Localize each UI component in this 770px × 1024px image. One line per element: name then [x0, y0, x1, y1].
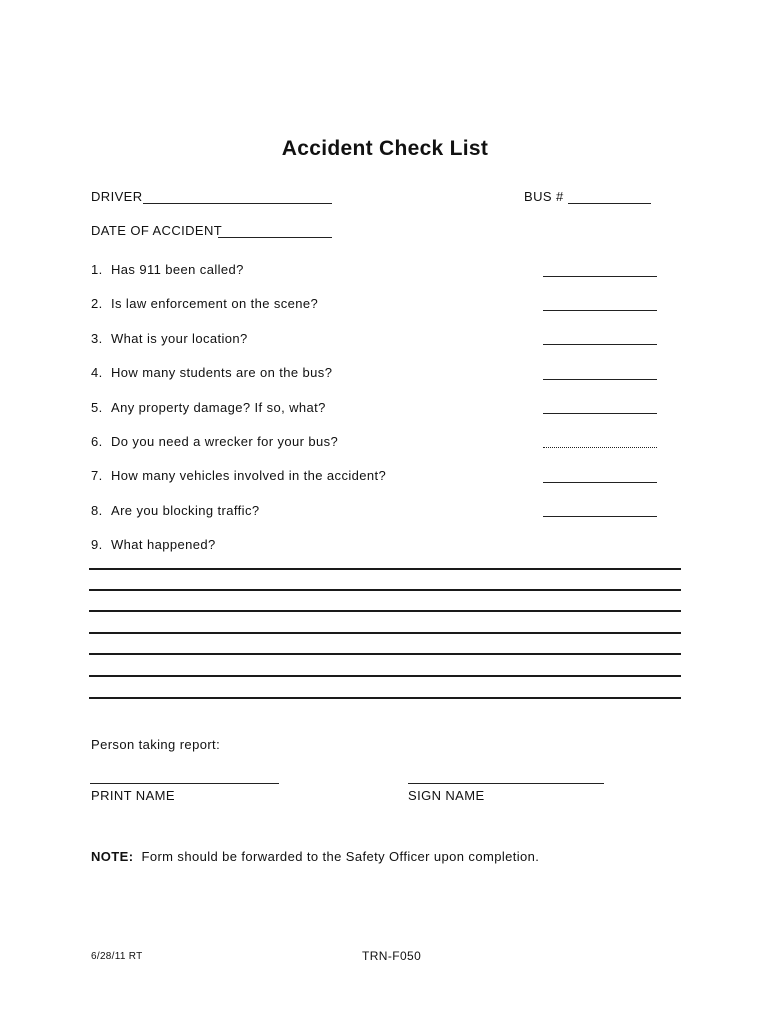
- question-number: 4.: [91, 365, 103, 380]
- question-2: [91, 296, 318, 311]
- note-text: Form should be forwarded to the Safety Officer upon completion.: [141, 849, 540, 864]
- question-text: Any property damage? If so, what?: [111, 400, 326, 415]
- question-7: [91, 468, 386, 483]
- date-of-accident-field[interactable]: [218, 237, 332, 238]
- what-happened-line-7[interactable]: [89, 697, 681, 699]
- question-8: [91, 503, 260, 518]
- print-name-field[interactable]: [90, 783, 279, 784]
- what-happened-line-6[interactable]: [89, 675, 681, 677]
- driver-label: DRIVER: [91, 189, 143, 204]
- question-3: [91, 331, 248, 346]
- question-text: Are you blocking traffic?: [111, 503, 260, 518]
- question-6: [91, 434, 338, 449]
- answer-field-3[interactable]: [543, 344, 657, 345]
- note-label: NOTE:: [91, 849, 134, 864]
- answer-field-7[interactable]: [543, 482, 657, 483]
- question-text: Do you need a wrecker for your bus?: [111, 434, 339, 449]
- question-number: 9.: [91, 537, 103, 552]
- question-text: What is your location?: [111, 331, 248, 346]
- answer-field-4[interactable]: [543, 379, 657, 380]
- sign-name-field[interactable]: [408, 783, 604, 784]
- print-name-label: PRINT NAME: [91, 788, 175, 803]
- question-1: [91, 262, 244, 277]
- question-text: What happened?: [111, 537, 216, 552]
- question-number: 3.: [91, 331, 103, 346]
- date-of-accident-label: DATE OF ACCIDENT: [91, 223, 223, 238]
- bus-label: BUS #: [524, 189, 564, 204]
- question-number: 2.: [91, 296, 103, 311]
- sign-name-label: SIGN NAME: [408, 788, 485, 803]
- driver-field[interactable]: [143, 203, 332, 204]
- question-number: 1.: [91, 262, 103, 277]
- answer-field-5[interactable]: [543, 413, 657, 414]
- question-number: 6.: [91, 434, 103, 449]
- question-9: [91, 537, 216, 552]
- person-taking-report-label: Person taking report:: [91, 737, 221, 752]
- question-4: [91, 365, 332, 380]
- bus-number-field[interactable]: [568, 203, 651, 204]
- question-text: Is law enforcement on the scene?: [111, 296, 319, 311]
- form-code: TRN-F050: [362, 949, 422, 963]
- footer-date-initials: 6/28/11 RT: [91, 951, 143, 962]
- answer-field-6[interactable]: [543, 447, 657, 448]
- question-number: 7.: [91, 468, 103, 483]
- question-text: Has 911 been called?: [111, 262, 244, 277]
- note: [91, 849, 539, 864]
- what-happened-line-2[interactable]: [89, 589, 681, 591]
- question-5: [91, 400, 326, 415]
- question-text: How many vehicles involved in the accident?: [111, 468, 387, 483]
- what-happened-line-3[interactable]: [89, 610, 681, 612]
- answer-field-1[interactable]: [543, 276, 657, 277]
- what-happened-line-4[interactable]: [89, 632, 681, 634]
- question-number: 5.: [91, 400, 103, 415]
- answer-field-2[interactable]: [543, 310, 657, 311]
- what-happened-line-5[interactable]: [89, 653, 681, 655]
- what-happened-line-1[interactable]: [89, 568, 681, 570]
- answer-field-8[interactable]: [543, 516, 657, 517]
- page-title: Accident Check List: [281, 137, 489, 160]
- question-text: How many students are on the bus?: [111, 365, 333, 380]
- question-number: 8.: [91, 503, 103, 518]
